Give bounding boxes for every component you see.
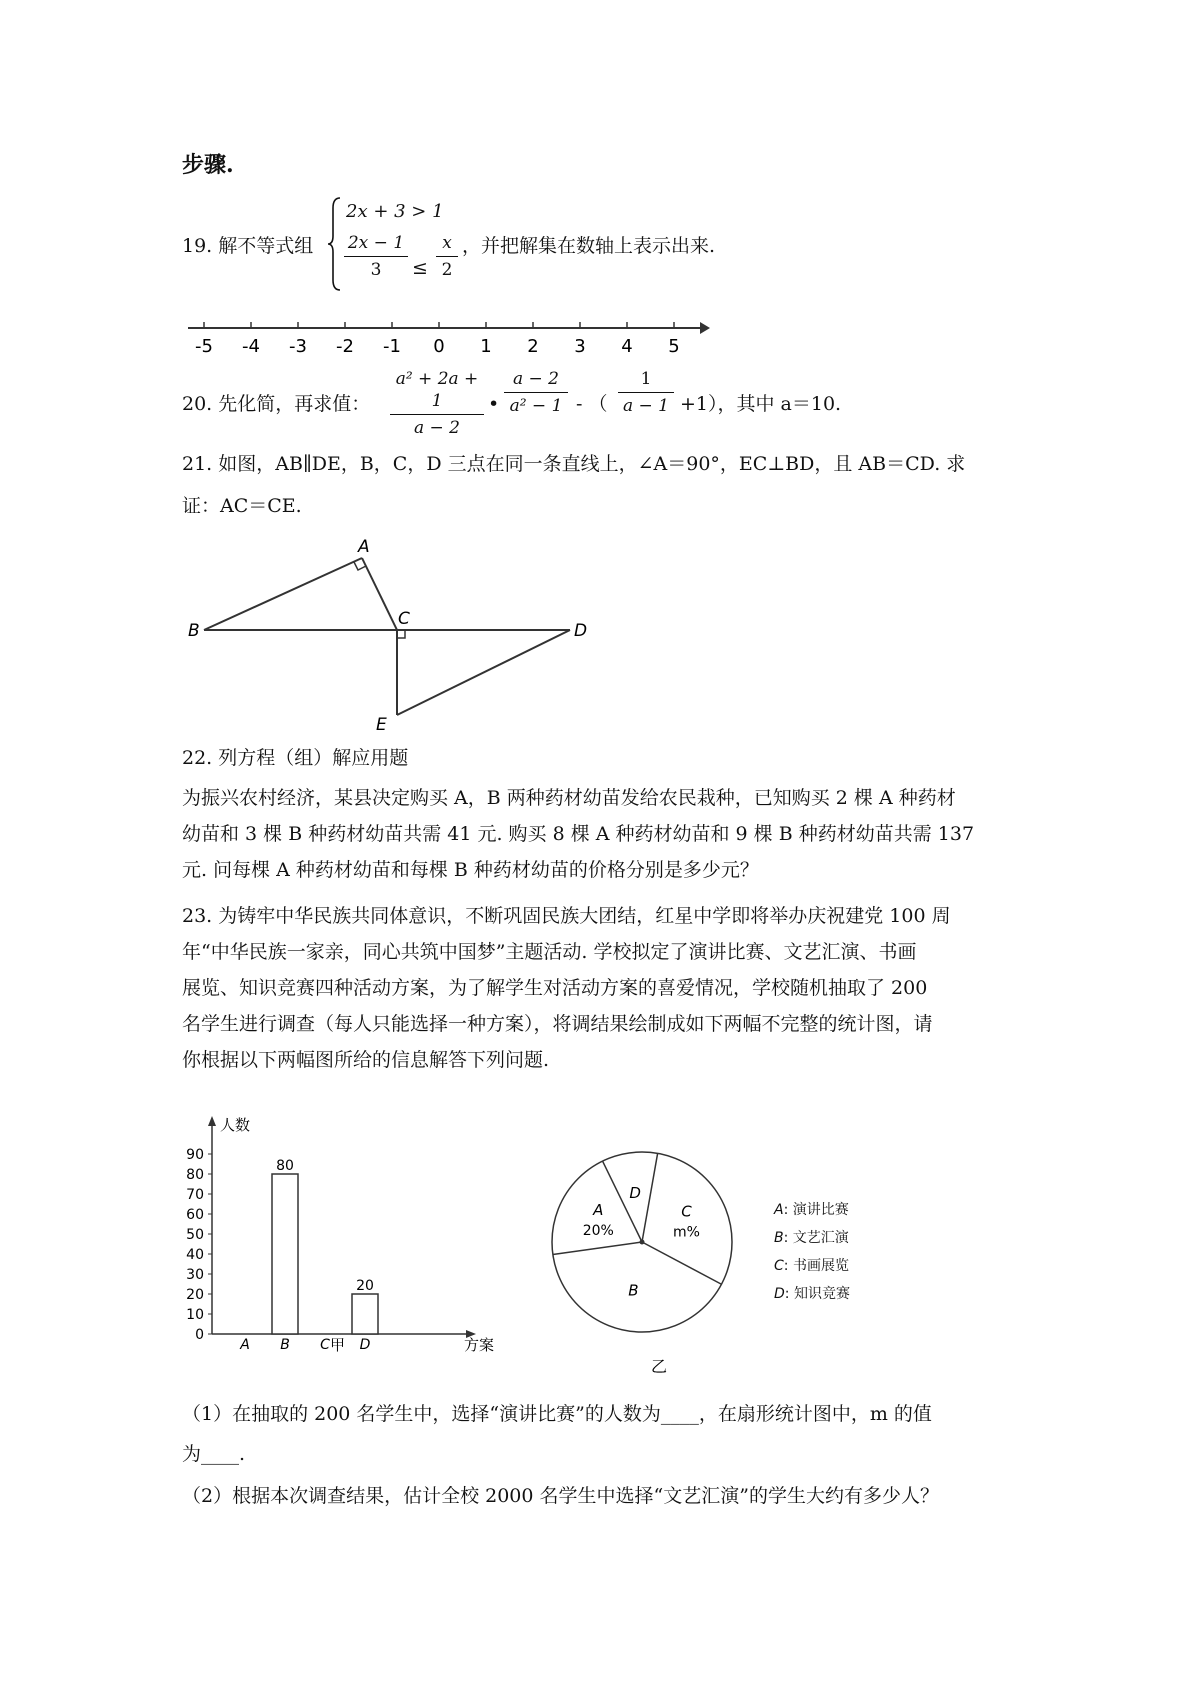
number-line-tick-label: 4 — [621, 336, 633, 357]
number-line-tick-label: -5 — [195, 336, 213, 357]
q23-sub1-line2: 为____. — [182, 1443, 246, 1465]
bar — [352, 1294, 378, 1334]
pie-center — [640, 1240, 645, 1245]
y-axis-label: 人数 — [220, 1116, 251, 1134]
system-brace — [326, 196, 344, 292]
number-line-tick-label: 2 — [527, 336, 539, 357]
q20-prefix: 20. 先化简，再求值： — [182, 393, 371, 415]
q20-fraction-1: a² + 2a + 1 a − 2 — [390, 368, 484, 439]
pie-slice-label: D — [629, 1183, 641, 1202]
number-line-tick-label: -1 — [383, 336, 401, 357]
q19-fraction-left: 2x − 1 3 — [344, 232, 408, 281]
q22-line: 幼苗和 3 棵 B 种药材幼苗共需 41 元. 购买 8 棵 A 种药材幼苗和 9 棵 B 种药材幼苗共需 137 — [182, 823, 975, 845]
pie-slice-label: C — [681, 1202, 692, 1221]
pie-slice-label: B — [628, 1281, 639, 1300]
x-tick-label: B — [280, 1337, 290, 1352]
number-line-tick-label: 0 — [433, 336, 445, 357]
pie-slice-value: m% — [673, 1224, 700, 1241]
q20-fraction-2: a − 2 a² − 1 — [504, 368, 568, 417]
y-tick-label: 50 — [186, 1227, 204, 1243]
q23-line: 23. 为铸牢中华民族共同体意识，不断巩固民族大团结，红星中学即将举办庆祝建党 100 周 — [182, 905, 951, 927]
q20-fraction-3: 1 a − 1 — [618, 368, 674, 417]
q20-dot: • — [488, 393, 500, 415]
number-line-tick-label: 3 — [574, 336, 586, 357]
segment-ab — [204, 558, 362, 630]
segment-ed — [397, 630, 570, 715]
q23-line: 展览、知识竞赛四种活动方案，为了解学生对活动方案的喜爱情况，学校随机抽取了 200 — [182, 977, 928, 999]
legend-item: C: 书画展览 — [774, 1258, 849, 1274]
q23-sub2: （2）根据本次调查结果，估计全校 2000 名学生中选择“文艺汇演”的学生大约有多少人？ — [182, 1485, 939, 1507]
q19-leq: ≤ — [412, 257, 428, 279]
q20-tail: +1），其中 a＝10. — [680, 393, 842, 415]
q23-line: 你根据以下两幅图所给的信息解答下列问题. — [182, 1049, 550, 1071]
number-line-tick-label: -4 — [242, 336, 260, 357]
legend-item: B: 文艺汇演 — [774, 1230, 849, 1246]
right-angle-mark-c — [397, 630, 405, 638]
point-label-a: A — [358, 537, 370, 557]
pie-chart — [550, 1150, 810, 1380]
point-label-e: E — [376, 715, 387, 735]
y-tick-label: 20 — [186, 1287, 204, 1303]
number-line-tick-label: -2 — [336, 336, 354, 357]
q19-ineq1: 2x + 3 > 1 — [346, 201, 444, 222]
y-tick-label: 60 — [186, 1207, 204, 1223]
q19-prefix: 19. 解不等式组 — [182, 235, 314, 257]
pie-slice-label: A — [593, 1200, 604, 1219]
q21-line2: 证：AC＝CE. — [182, 495, 302, 517]
pie-legend — [774, 1196, 850, 1308]
x-tick-label: D — [359, 1337, 371, 1352]
bar-value-label: 80 — [276, 1158, 294, 1174]
section-heading: 步骤. — [182, 152, 234, 178]
segment-ac — [362, 558, 397, 630]
y-tick-label: 0 — [195, 1327, 204, 1343]
q22-line: 元. 问每棵 A 种药材幼苗和每棵 B 种药材幼苗的价格分别是多少元？ — [182, 859, 759, 881]
bar-value-label: 20 — [356, 1278, 374, 1294]
q20-minus-paren: - （ — [576, 393, 608, 415]
q22-line: 为振兴农村经济，某县决定购买 A，B 两种药材幼苗发给农民栽种，已知购买 2 棵 A 种药材 — [182, 787, 956, 809]
q23-sub1-line1: （1）在抽取的 200 名学生中，选择“演讲比赛”的人数为____，在扇形统计图中，m 的值 — [182, 1403, 932, 1425]
q23-line: 名学生进行调查（每人只能选择一种方案），将调结果绘制成如下两幅不完整的统计图，请 — [182, 1013, 933, 1035]
q23-body — [182, 898, 1042, 1078]
y-tick-label: 70 — [186, 1187, 204, 1203]
number-line — [180, 310, 720, 360]
q19-fraction-right: x 2 — [436, 232, 458, 281]
legend-item: A: 演讲比赛 — [774, 1202, 849, 1218]
chart-title: 乙 — [651, 1357, 668, 1376]
q22-body — [182, 780, 1042, 888]
legend-item: D: 知识竞赛 — [774, 1286, 850, 1302]
geometry-figure — [180, 530, 600, 740]
y-tick-label: 10 — [186, 1307, 204, 1323]
y-tick-label: 90 — [186, 1147, 204, 1163]
q22-title: 22. 列方程（组）解应用题 — [182, 747, 409, 769]
x-axis-label: 方案 — [464, 1336, 495, 1352]
point-label-b: B — [188, 621, 200, 641]
number-line-tick-label: -3 — [289, 336, 307, 357]
number-line-tick-label: 5 — [668, 336, 680, 357]
point-label-d: D — [574, 621, 588, 641]
y-tick-label: 30 — [186, 1267, 204, 1283]
q23-line: 年“中华民族一家亲，同心共筑中国梦”主题活动. 学校拟定了演讲比赛、文艺汇演、书画 — [182, 941, 917, 963]
point-label-c: C — [398, 609, 410, 629]
chart-title: 甲 — [330, 1336, 346, 1352]
pie-slice-value: 20% — [582, 1222, 614, 1239]
bar — [272, 1174, 298, 1334]
y-tick-label: 80 — [186, 1167, 204, 1183]
y-axis-arrow — [208, 1116, 216, 1126]
x-tick-label: C — [320, 1337, 330, 1352]
x-tick-label: A — [240, 1337, 250, 1352]
q19-suffix: ，并把解集在数轴上表示出来. — [462, 235, 716, 257]
bar-chart — [180, 1112, 510, 1352]
q21-line1: 21. 如图，AB∥DE，B，C，D 三点在同一条直线上，∠A＝90°，EC⊥BD，且 AB＝CD. 求 — [182, 453, 966, 475]
y-tick-label: 40 — [186, 1247, 204, 1263]
number-line-tick-label: 1 — [480, 336, 492, 357]
